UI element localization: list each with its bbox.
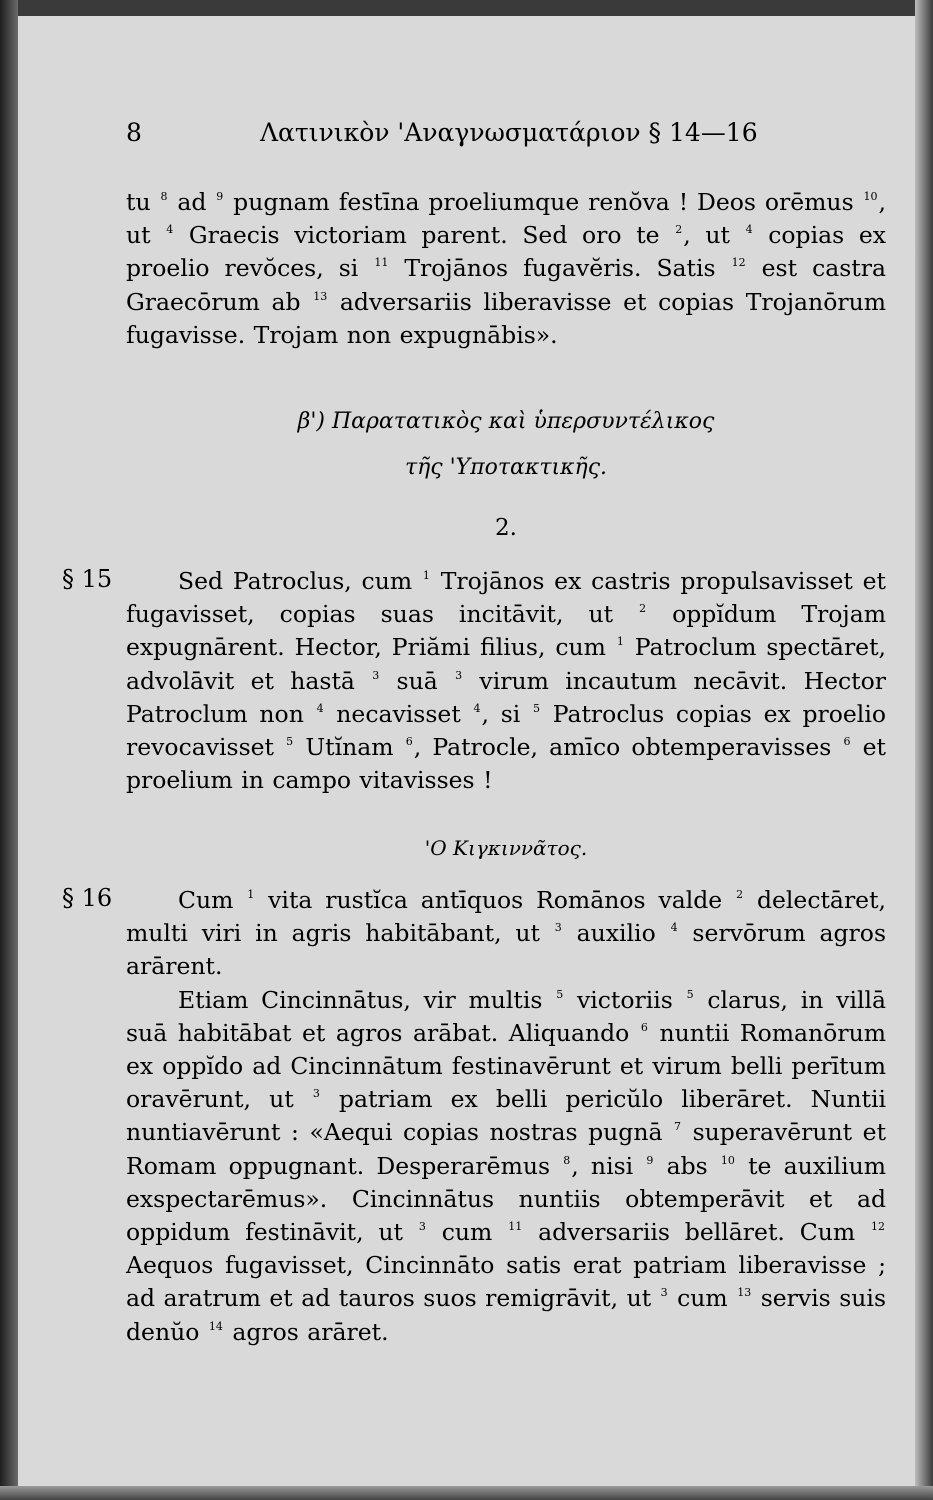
scan-right-edge	[915, 0, 933, 1500]
scan-bottom-edge	[0, 1486, 933, 1500]
part-number: 2.	[495, 515, 517, 541]
subheading-line-2: τῆς 'Υποτακτικῆς.	[404, 455, 608, 480]
section-16-label: § 16	[62, 884, 113, 912]
section-15-text: Sed Patroclus, cum $^1$ Trojānos ex castris propulsavisset et fugavisset, copias suas incitāvit, ut $^2$ oppĭdum Trojam expugnārent. Hector, Priămi filius, cum $^1$ Patroclum spectāret, advolāvit et hastā $^3$ suā $^3$ virum incautum necāvit. Hector Patroclum non $^4$ necavisset $^4$, si $^5$ Patroclus copias ex proelio revocavisset $^5$ Utĭnam $^6$, Patrocle, amīco obtemperavisses $^6$ et proelium in campo vitavisses !	[126, 567, 886, 795]
section-16-paragraph-1: Cum $^1$ vita rustĭca antīquos Romānos valde $^2$ delectāret, multi viri in agris habitābant, ut $^3$ auxilio $^4$ servōrum agros arārent.	[126, 886, 887, 981]
section-15-paragraph	[126, 565, 886, 797]
story-title: 'Ο Κιγκιννᾶτος.	[424, 836, 588, 860]
page-header	[126, 118, 846, 158]
continuation-paragraph	[126, 186, 886, 352]
continuation-text: tu $^8$ ad $^9$ pugnam festīna proeliumque renŏva ! Deos orēmus $^{10}$, ut $^4$ Graecis victoriam parent. Sed oro te $^2$, ut $^4$ copias ex proelio revŏces, si $^{11}$ Trojānos fugavĕris. Satis $^{12}$ est castra Graecōrum ab $^{13}$ adversariis liberavisse et copias Trojanōrum fugavisse. Trojam non expugnābis».	[126, 188, 886, 349]
subheading-line-1: β') Παρατατικὸς καὶ ὑπερσυντέλικος	[297, 409, 715, 434]
section-16-paragraph-2: Etiam Cincinnātus, vir multis $^5$ victoriis $^5$ clarus, in villā suā habitābat et agros arābat. Aliquando $^6$ nuntii Romanōrum ex oppĭdo ad Cincinnātum festinavērunt et virum belli perītum oravērunt, ut $^3$ patriam ex belli pericŭlo liberāret. Nuntii nuntiavērunt : «Aequi copias nostras pugnā $^7$ superavērunt et Romam oppugnant. Desperarēmus $^8$, nisi $^9$ abs $^{10}$ te auxilium exspectarēmus». Cincinnātus nuntiis obtemperāvit et ad oppidum festināvit, ut $^3$ cum $^{11}$ adversariis bellāret. Cum $^{12}$ Aequos fugavisset, Cincinnāto satis erat patriam liberavisse ; ad aratrum et ad tauros suos remigrāvit, ut $^3$ cum $^{13}$ servis suis denŭo $^{14}$ agros arāret.	[126, 985, 887, 1346]
scan-left-edge	[0, 0, 18, 1500]
page-number: 8	[126, 118, 142, 147]
running-title: Λατινικὸν 'Αναγνωσματάριον § 14—16	[260, 118, 758, 147]
section-15-label: § 15	[62, 565, 113, 593]
section-16-body	[126, 884, 886, 1349]
